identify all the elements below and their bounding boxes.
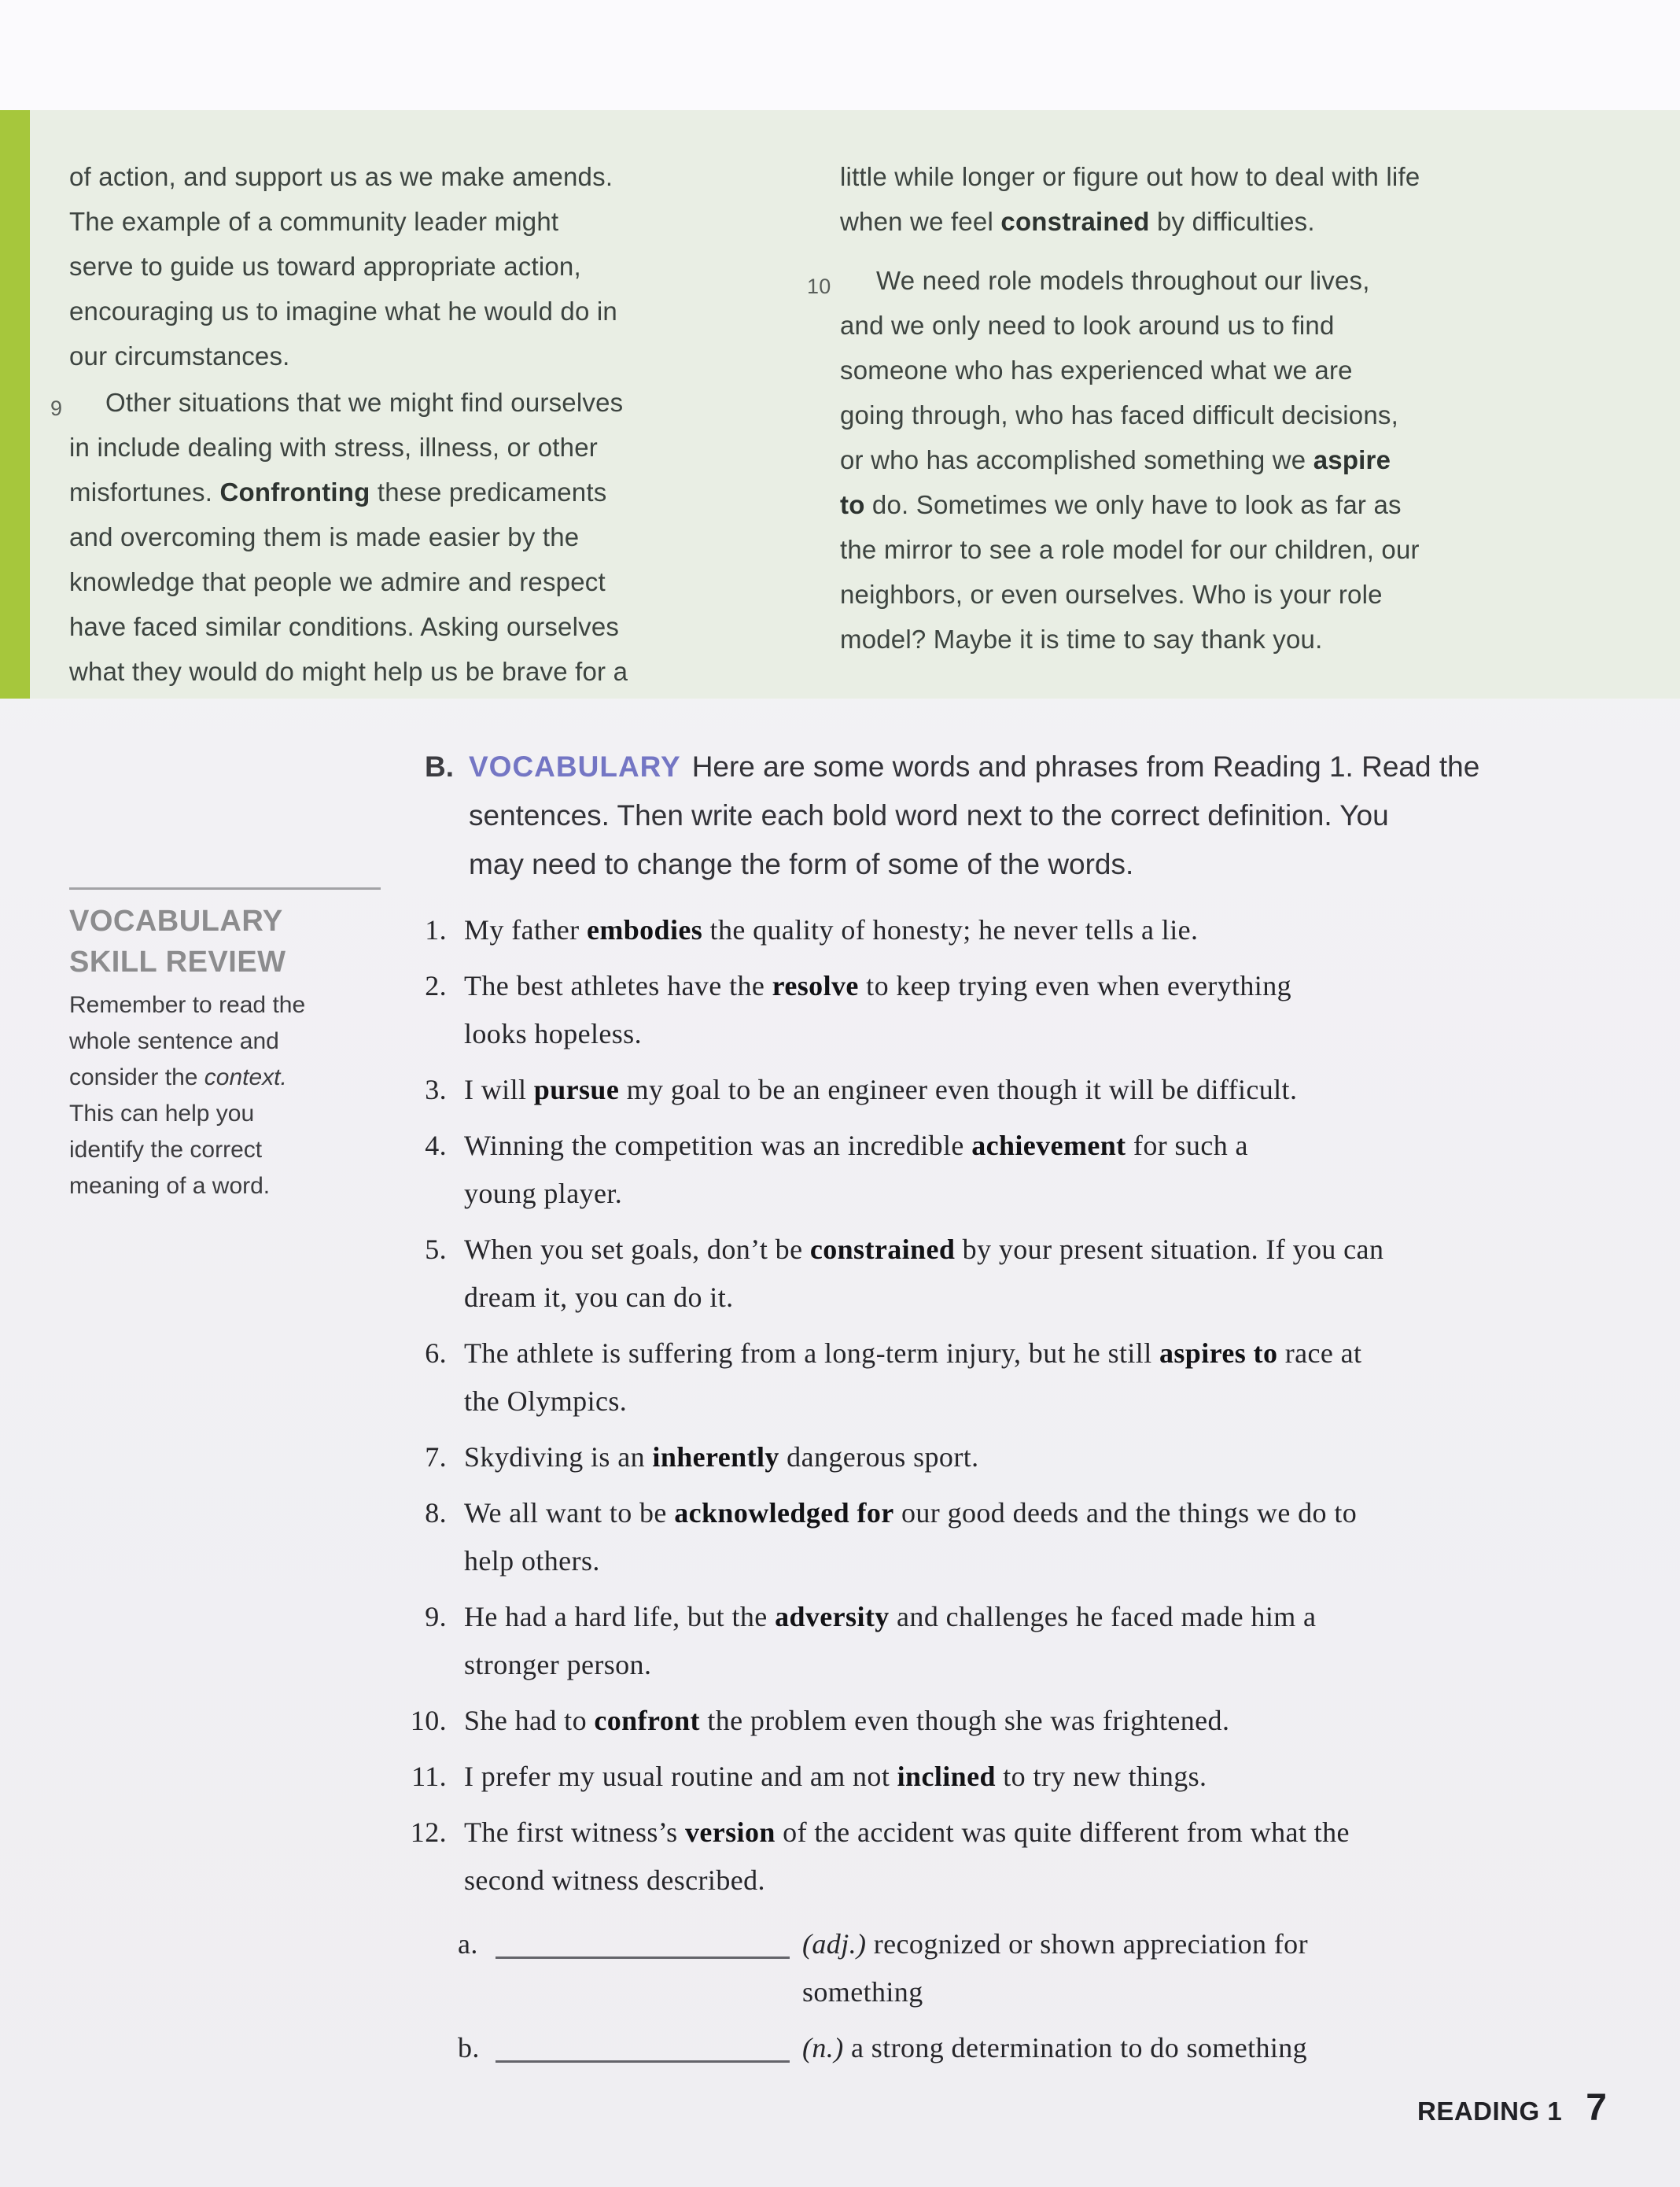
exercise-sentence-item [393, 1330, 1652, 1425]
exercise-sentence-item [393, 962, 1652, 1058]
text-line: our circumstances. [69, 341, 290, 371]
exercise-sentence-item [393, 1226, 1652, 1322]
section-letter: B. [425, 751, 454, 783]
item-text [464, 1122, 1652, 1218]
text-line: stronger person. [464, 1649, 652, 1680]
text-line: going through, who has faced difficult decisions, [840, 400, 1398, 430]
item-number: 5. [425, 1234, 447, 1265]
page-top-margin [0, 0, 1680, 110]
text-line: We need role models throughout our lives, [876, 266, 1370, 295]
text-line: (adj.) recognized or shown appreciation for [802, 1928, 1308, 1960]
item-text [464, 1809, 1652, 1905]
item-text [464, 962, 1652, 1058]
definition-row [458, 1920, 1652, 2016]
text-line: The athlete is suffering from a long-term injury, but he still aspires to race at [464, 1337, 1362, 1369]
exercise-sentence-item [393, 1489, 1652, 1585]
text-line: dream it, you can do it. [464, 1282, 734, 1313]
exercise-sentence-item [393, 1593, 1652, 1689]
text-line: have faced similar conditions. Asking ourselves [69, 612, 620, 641]
text-line: something [802, 1976, 923, 2008]
item-number: 11. [411, 1761, 447, 1792]
passage-paragraph [840, 154, 1611, 244]
italic-text: (n.) [802, 2032, 844, 2063]
text-line: misfortunes. Confronting these predicaments [69, 478, 607, 507]
text-line: and overcoming them is made easier by the [69, 522, 580, 551]
text-line: The first witness’s version of the accident was quite different from what the [464, 1816, 1350, 1848]
exercise-sentence-item [393, 1753, 1652, 1801]
text-line: model? Maybe it is time to say thank you. [840, 625, 1323, 654]
item-text [464, 906, 1652, 954]
text-line: to do. Sometimes we only have to look as far as [840, 490, 1402, 519]
text-line: whole sentence and [69, 1028, 279, 1054]
text-line: We all want to be acknowledged for our good deeds and the things we do to [464, 1497, 1358, 1529]
text-line: little while longer or figure out how to deal with life [840, 162, 1420, 191]
item-text [464, 1489, 1652, 1585]
answer-blank-line [496, 1920, 790, 1959]
vocab-term: pursue [533, 1074, 620, 1105]
text-line: meaning of a word. [69, 1173, 271, 1199]
text-line: encouraging us to imagine what he would do in [69, 297, 617, 326]
item-text [464, 1593, 1652, 1689]
sidebar-title-line: SKILL REVIEW [69, 946, 286, 979]
sidebar-body [69, 987, 381, 1204]
definition-text [802, 2024, 1652, 2072]
passage-paragraph [50, 380, 816, 694]
text-line: knowledge that people we admire and respect [69, 567, 606, 596]
page-footer [1417, 2086, 1607, 2130]
exercise-sentence-item [393, 1122, 1652, 1218]
definition-text [802, 1920, 1652, 2016]
text-line: may need to change the form of some of the words. [469, 848, 1134, 880]
item-number: 4. [425, 1130, 447, 1161]
text-line: My father embodies the quality of honesty; he never tells a lie. [464, 914, 1199, 946]
text-line: neighbors, or even ourselves. Who is your role [840, 580, 1383, 609]
exercise-sentence-item [393, 1809, 1652, 1905]
item-text [464, 1226, 1652, 1322]
sidebar-title-line: VOCABULARY [69, 905, 283, 938]
text-line: I will pursue my goal to be an engineer even though it will be difficult. [464, 1074, 1298, 1105]
italic-text: context. [204, 1064, 287, 1090]
passage-paragraph [69, 154, 816, 378]
vocabulary-exercise-list [393, 906, 1652, 2080]
vocab-term: inclined [897, 1761, 996, 1792]
item-number: 10. [410, 1705, 447, 1736]
page-number: 7 [1586, 2087, 1607, 2129]
text-line: identify the correct [69, 1137, 263, 1163]
definition-row [458, 2024, 1652, 2072]
text-line: someone who has experienced what we are [840, 356, 1353, 385]
vocab-term: Confronting [219, 478, 370, 507]
text-line: VOCABULARY Here are some words and phrases from Reading 1. Read the [469, 751, 1480, 783]
item-number: 8. [425, 1497, 447, 1529]
vocabulary-skill-review-box [69, 887, 381, 1204]
text-line: consider the context. [69, 1064, 287, 1090]
definition-letter: b. [458, 2032, 480, 2063]
text-line: help others. [464, 1545, 600, 1577]
text-line: This can help you [69, 1101, 255, 1127]
vocab-term: aspire [1313, 445, 1391, 474]
vocab-term: embodies [586, 914, 703, 946]
sidebar-title [69, 901, 381, 983]
text-line: (n.) a strong determination to do something [802, 2032, 1308, 2063]
text-line: When you set goals, don’t be constrained by your present situation. If you can [464, 1234, 1384, 1265]
paragraph-number: 9 [50, 396, 63, 420]
exercise-sentence-item [393, 906, 1652, 954]
text-line: I prefer my usual routine and am not inclined to try new things. [464, 1761, 1207, 1792]
text-line: and we only need to look around us to find [840, 311, 1335, 340]
text-line: She had to confront the problem even though she was frightened. [464, 1705, 1230, 1736]
text-line: looks hopeless. [464, 1018, 642, 1049]
definition-letter: a. [458, 1928, 478, 1960]
vocab-term: inherently [652, 1441, 779, 1473]
item-number: 9. [425, 1601, 447, 1632]
item-number: 7. [425, 1441, 447, 1473]
exercise-sentence-item [393, 1697, 1652, 1745]
text-line: the Olympics. [464, 1385, 628, 1417]
item-text [464, 1753, 1652, 1801]
text-line: Skydiving is an inherently dangerous sport. [464, 1441, 979, 1473]
item-number: 2. [425, 970, 447, 1001]
text-line: of action, and support us as we make amends. [69, 162, 613, 191]
text-line: the mirror to see a role model for our children, our [840, 535, 1420, 564]
text-line: second witness described. [464, 1864, 765, 1896]
item-text [464, 1433, 1652, 1481]
text-line: or who has accomplished something we aspire [840, 445, 1391, 474]
vocab-term: version [684, 1816, 776, 1848]
vocab-term: to [840, 490, 865, 519]
vocab-term: resolve [772, 970, 859, 1001]
vocab-term: confront [594, 1705, 700, 1736]
passage-paragraph [807, 258, 1611, 662]
footer-section-label: READING 1 [1417, 2097, 1563, 2126]
text-line: sentences. Then write each bold word next to the correct definition. You [469, 799, 1389, 832]
text-line: when we feel constrained by difficulties. [840, 207, 1315, 236]
item-number: 3. [425, 1074, 447, 1105]
text-line: He had a hard life, but the adversity and challenges he faced made him a [464, 1601, 1317, 1632]
item-number: 12. [410, 1816, 447, 1848]
vocab-term: aspires to [1159, 1337, 1278, 1369]
item-number: 1. [425, 914, 447, 946]
paragraph-number: 10 [807, 275, 831, 298]
vocab-term: achievement [971, 1130, 1126, 1161]
text-line: Remember to read the [69, 992, 306, 1018]
exercise-sentence-item [393, 1066, 1652, 1114]
section-instruction [469, 743, 1649, 889]
item-number: 6. [425, 1337, 447, 1369]
text-line: serve to guide us toward appropriate action, [69, 252, 581, 281]
vocab-term: constrained [809, 1234, 956, 1265]
text-line: The example of a community leader might [69, 207, 559, 236]
text-line: Winning the competition was an incredible achievement for such a [464, 1130, 1248, 1161]
answer-blank-line [496, 2024, 790, 2063]
italic-text: (adj.) [802, 1928, 867, 1960]
text-line: young player. [464, 1178, 623, 1209]
text-line: The best athletes have the resolve to keep trying even when everything [464, 970, 1291, 1001]
vocab-term: adversity [775, 1601, 890, 1632]
section-b-activity [425, 743, 1649, 889]
exercise-sentence-item [393, 1433, 1652, 1481]
text-line: what they would do might help us be brave for a [69, 657, 628, 686]
vocab-term: constrained [1000, 207, 1150, 236]
item-text [464, 1066, 1652, 1114]
item-text [464, 1697, 1652, 1745]
passage-column-right [807, 154, 1611, 662]
green-accent-bar [0, 110, 30, 699]
item-text [464, 1330, 1652, 1425]
vocabulary-activity-heading: VOCABULARY [469, 751, 681, 783]
vocab-term: acknowledged for [674, 1497, 894, 1529]
passage-column-left [50, 154, 816, 694]
text-line: Other situations that we might find ourselves [105, 388, 624, 417]
text-line: in include dealing with stress, illness, or other [69, 433, 598, 462]
